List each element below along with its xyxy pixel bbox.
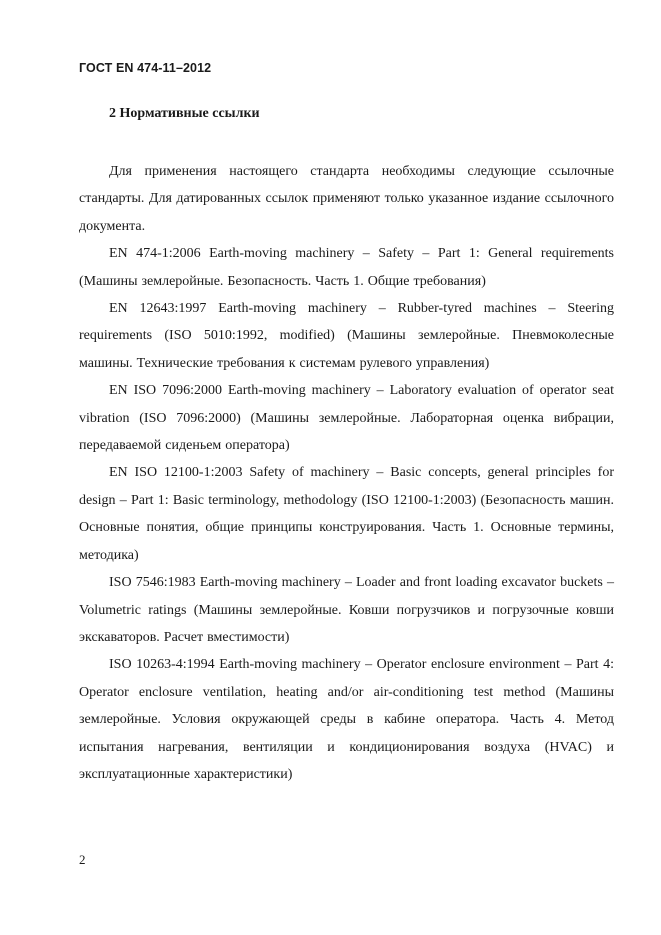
reference-en-iso-12100-1: EN ISO 12100-1:2003 Safety of machinery – Basic concepts, general principles for design – Part 1: Basic terminology, methodology (ISO 12100-1:2003) (Безопасность машин. Основные понятия, общие принципы конструирования. Часть 1. Основные термины, методика)	[79, 465, 614, 563]
section-title: 2 Нормативные ссылки	[109, 106, 260, 121]
intro-paragraph: Для применения настоящего стандарта необходимы следующие ссылочные стандарты. Для датированных ссылок применяют только указанное издание ссылочного документа.	[79, 164, 614, 234]
document-code: ГОСТ EN 474-11–2012	[79, 61, 212, 75]
reference-iso-10263-4: ISO 10263-4:1994 Earth-moving machinery – Operator enclosure environment – Part 4: Operator enclosure ventilation, heating and/or air-conditioning test method (Машины землеройные. Условия окружающей среды в кабине оператора. Часть 4. Метод испытания нагревания, вентиляции и кондиционирования воздуха (HVAC) и эксплуатационные характеристики)	[79, 657, 614, 782]
body-text	[79, 158, 614, 788]
page-number: 2	[79, 852, 86, 867]
reference-iso-7546: ISO 7546:1983 Earth-moving machinery – Loader and front loading excavator buckets – Volumetric ratings (Машины землеройные. Ковши погрузчиков и погрузочные ковши экскаваторов. Расчет вместимости)	[79, 575, 614, 645]
reference-en-474-1: EN 474-1:2006 Earth-moving machinery – Safety – Part 1: General requirements (Машины землеройные. Безопасность. Часть 1. Общие требования)	[79, 246, 614, 289]
reference-en-iso-7096: EN ISO 7096:2000 Earth-moving machinery – Laboratory evaluation of operator seat vibration (ISO 7096:2000) (Машины землеройные. Лабораторная оценка вибрации, передаваемой сиденьем оператора)	[79, 383, 614, 454]
reference-en-12643: EN 12643:1997 Earth-moving machinery – Rubber-tyred machines – Steering requirements (ISO 5010:1992, modified) (Машины землеройные. Пневмоколесные машины. Технические требования к системам рулевого управления)	[79, 301, 614, 371]
